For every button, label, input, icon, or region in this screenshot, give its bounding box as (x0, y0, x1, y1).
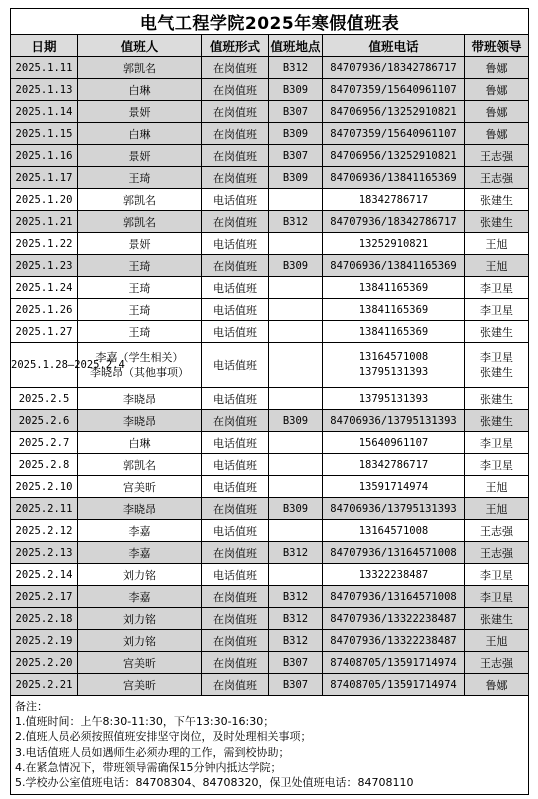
cell-form: 在岗值班 (202, 410, 269, 432)
cell-location: B307 (269, 145, 323, 167)
cell-date: 2025.2.12 (11, 520, 78, 542)
table-row (11, 299, 529, 321)
cell-phone: 13591714974 (323, 476, 465, 498)
cell-form: 在岗值班 (202, 211, 269, 233)
cell-phone: 13795131393 (323, 388, 465, 410)
cell-location: B312 (269, 608, 323, 630)
cell-leader: 李卫星 张建生 (465, 343, 529, 388)
table-row (11, 498, 529, 520)
cell-form: 电话值班 (202, 564, 269, 586)
cell-phone: 13841165369 (323, 321, 465, 343)
cell-date: 2025.1.11 (11, 57, 78, 79)
header-date: 日期 (11, 35, 78, 57)
cell-date: 2025.1.14 (11, 101, 78, 123)
cell-person: 景妍 (78, 101, 202, 123)
cell-date: 2025.2.18 (11, 608, 78, 630)
cell-person: 郭凯名 (78, 57, 202, 79)
cell-leader: 鲁娜 (465, 101, 529, 123)
cell-leader: 王旭 (465, 630, 529, 652)
cell-phone: 13841165369 (323, 277, 465, 299)
cell-phone: 84707936/13322238487 (323, 608, 465, 630)
table-row (11, 123, 529, 145)
cell-leader: 李卫星 (465, 277, 529, 299)
cell-person: 刘力铭 (78, 608, 202, 630)
table-row (11, 233, 529, 255)
cell-form: 在岗值班 (202, 542, 269, 564)
cell-phone: 18342786717 (323, 189, 465, 211)
table-row (11, 255, 529, 277)
notes-heading: 备注： (15, 700, 48, 713)
cell-location: B309 (269, 123, 323, 145)
cell-form: 在岗值班 (202, 255, 269, 277)
cell-date: 2025.2.14 (11, 564, 78, 586)
cell-form: 电话值班 (202, 476, 269, 498)
note-item: 4.在紧急情况下，带班领导需确保15分钟内抵达学院； (15, 760, 282, 774)
cell-date: 2025.2.10 (11, 476, 78, 498)
cell-person: 刘力铭 (78, 630, 202, 652)
cell-person: 王琦 (78, 167, 202, 189)
cell-person: 王琦 (78, 321, 202, 343)
table-row (11, 145, 529, 167)
cell-date: 2025.1.13 (11, 79, 78, 101)
cell-person: 景妍 (78, 233, 202, 255)
cell-leader: 王志强 (465, 542, 529, 564)
cell-location: B312 (269, 57, 323, 79)
cell-date: 2025.1.27 (11, 321, 78, 343)
table-row (11, 432, 529, 454)
table-row (11, 388, 529, 410)
page-title: 电气工程学院2025年寒假值班表 (11, 9, 529, 35)
cell-leader: 张建生 (465, 608, 529, 630)
table-row (11, 564, 529, 586)
cell-leader: 张建生 (465, 388, 529, 410)
duty-schedule-table (10, 8, 529, 795)
cell-leader: 王旭 (465, 255, 529, 277)
cell-person: 景妍 (78, 145, 202, 167)
cell-form: 电话值班 (202, 299, 269, 321)
cell-leader: 王志强 (465, 145, 529, 167)
cell-phone: 84707936/13164571008 (323, 542, 465, 564)
cell-date: 2025.1.17 (11, 167, 78, 189)
cell-phone: 84706936/13841165369 (323, 255, 465, 277)
cell-location (269, 388, 323, 410)
cell-person: 李晓昂 (78, 388, 202, 410)
cell-form: 在岗值班 (202, 652, 269, 674)
cell-date: 2025.2.17 (11, 586, 78, 608)
cell-phone: 13841165369 (323, 299, 465, 321)
table-row (11, 454, 529, 476)
cell-phone: 13252910821 (323, 233, 465, 255)
cell-person: 刘力铭 (78, 564, 202, 586)
cell-leader: 李卫星 (465, 586, 529, 608)
cell-person: 李嘉 (78, 520, 202, 542)
header-location: 值班地点 (269, 35, 323, 57)
cell-leader: 王志强 (465, 520, 529, 542)
cell-form: 在岗值班 (202, 57, 269, 79)
table-row (11, 674, 529, 696)
cell-location: B309 (269, 79, 323, 101)
note-item: 1.值班时间：上午8:30-11:30，下午13:30-16:30； (15, 715, 275, 729)
table-row (11, 167, 529, 189)
cell-location: B309 (269, 255, 323, 277)
cell-date: 2025.1.23 (11, 255, 78, 277)
cell-form: 在岗值班 (202, 674, 269, 696)
cell-form: 电话值班 (202, 520, 269, 542)
cell-phone: 87408705/13591714974 (323, 652, 465, 674)
table-row (11, 189, 529, 211)
cell-form: 电话值班 (202, 343, 269, 388)
notes-cell (11, 696, 529, 795)
cell-leader: 张建生 (465, 211, 529, 233)
table-row (11, 57, 529, 79)
table-row (11, 211, 529, 233)
cell-form: 在岗值班 (202, 79, 269, 101)
cell-date: 2025.1.28–2025.2.4 (11, 343, 78, 388)
cell-phone: 84707359/15640961107 (323, 123, 465, 145)
cell-leader: 鲁娜 (465, 57, 529, 79)
cell-phone: 13164571008 (323, 520, 465, 542)
cell-leader: 王旭 (465, 233, 529, 255)
cell-person: 郭凯名 (78, 189, 202, 211)
table-row (11, 321, 529, 343)
cell-location: B312 (269, 211, 323, 233)
cell-form: 电话值班 (202, 233, 269, 255)
cell-form: 电话值班 (202, 388, 269, 410)
cell-phone: 15640961107 (323, 432, 465, 454)
cell-location (269, 343, 323, 388)
cell-date: 2025.2.6 (11, 410, 78, 432)
cell-leader: 李卫星 (465, 299, 529, 321)
cell-date: 2025.1.26 (11, 299, 78, 321)
table-row (11, 410, 529, 432)
cell-leader: 张建生 (465, 321, 529, 343)
cell-form: 在岗值班 (202, 608, 269, 630)
cell-person: 李晓昂 (78, 498, 202, 520)
cell-phone: 84707359/15640961107 (323, 79, 465, 101)
cell-person: 李晓昂 (78, 410, 202, 432)
cell-location (269, 189, 323, 211)
cell-form: 在岗值班 (202, 498, 269, 520)
cell-phone: 84706936/13795131393 (323, 410, 465, 432)
cell-date: 2025.1.24 (11, 277, 78, 299)
table-row (11, 476, 529, 498)
cell-location (269, 299, 323, 321)
cell-form: 电话值班 (202, 277, 269, 299)
cell-location: B307 (269, 674, 323, 696)
cell-form: 在岗值班 (202, 167, 269, 189)
cell-person: 李嘉 (78, 542, 202, 564)
cell-phone: 13164571008 13795131393 (323, 343, 465, 388)
cell-leader: 鲁娜 (465, 674, 529, 696)
cell-location (269, 454, 323, 476)
cell-location: B307 (269, 101, 323, 123)
cell-person: 白琳 (78, 123, 202, 145)
cell-location: B312 (269, 586, 323, 608)
cell-leader: 王旭 (465, 476, 529, 498)
table-row (11, 542, 529, 564)
cell-phone: 84707936/18342786717 (323, 211, 465, 233)
cell-location (269, 476, 323, 498)
table-row (11, 277, 529, 299)
cell-date: 2025.2.7 (11, 432, 78, 454)
cell-form: 在岗值班 (202, 123, 269, 145)
cell-date: 2025.2.5 (11, 388, 78, 410)
table-row (11, 608, 529, 630)
cell-person: 宫美昕 (78, 652, 202, 674)
cell-location: B309 (269, 167, 323, 189)
cell-phone: 84707936/13164571008 (323, 586, 465, 608)
header-form: 值班形式 (202, 35, 269, 57)
cell-phone: 84707936/18342786717 (323, 57, 465, 79)
cell-leader: 王志强 (465, 167, 529, 189)
table-row (11, 630, 529, 652)
cell-person: 李嘉 (78, 586, 202, 608)
cell-leader: 鲁娜 (465, 79, 529, 101)
cell-date: 2025.2.13 (11, 542, 78, 564)
cell-phone: 84706956/13252910821 (323, 101, 465, 123)
table-row (11, 101, 529, 123)
cell-leader: 张建生 (465, 410, 529, 432)
cell-leader: 李卫星 (465, 564, 529, 586)
cell-date: 2025.2.8 (11, 454, 78, 476)
cell-person: 宫美昕 (78, 674, 202, 696)
cell-location: B309 (269, 410, 323, 432)
cell-location (269, 564, 323, 586)
cell-phone: 87408705/13591714974 (323, 674, 465, 696)
cell-person: 李嘉（学生相关） 李晓昂（其他事项） (78, 343, 202, 388)
cell-form: 在岗值班 (202, 145, 269, 167)
cell-date: 2025.2.20 (11, 652, 78, 674)
cell-leader: 鲁娜 (465, 123, 529, 145)
cell-person: 宫美昕 (78, 476, 202, 498)
cell-person: 王琦 (78, 299, 202, 321)
cell-date: 2025.1.20 (11, 189, 78, 211)
cell-phone: 84706956/13252910821 (323, 145, 465, 167)
cell-form: 电话值班 (202, 454, 269, 476)
cell-form: 在岗值班 (202, 630, 269, 652)
duty-schedule-sheet (10, 8, 528, 795)
cell-leader: 王志强 (465, 652, 529, 674)
cell-location (269, 520, 323, 542)
cell-location (269, 321, 323, 343)
cell-date: 2025.2.11 (11, 498, 78, 520)
cell-leader: 王旭 (465, 498, 529, 520)
table-row (11, 520, 529, 542)
cell-phone: 18342786717 (323, 454, 465, 476)
cell-form: 在岗值班 (202, 101, 269, 123)
cell-phone: 84706936/13841165369 (323, 167, 465, 189)
header-leader: 带班领导 (465, 35, 529, 57)
cell-location (269, 432, 323, 454)
cell-location: B312 (269, 542, 323, 564)
cell-date: 2025.2.19 (11, 630, 78, 652)
cell-leader: 李卫星 (465, 454, 529, 476)
note-item: 3.电话值班人员如遇师生必须办理的工作，需到校协助； (15, 745, 290, 759)
cell-date: 2025.1.22 (11, 233, 78, 255)
cell-location: B312 (269, 630, 323, 652)
note-item: 5.学校办公室值班电话：84708304、84708320，保卫处值班电话：84708110 (15, 776, 414, 790)
cell-person: 白琳 (78, 432, 202, 454)
cell-person: 王琦 (78, 255, 202, 277)
cell-location: B307 (269, 652, 323, 674)
cell-person: 白琳 (78, 79, 202, 101)
cell-person: 王琦 (78, 277, 202, 299)
cell-phone: 84706936/13795131393 (323, 498, 465, 520)
cell-person: 郭凯名 (78, 211, 202, 233)
cell-phone: 13322238487 (323, 564, 465, 586)
cell-form: 电话值班 (202, 432, 269, 454)
table-row (11, 586, 529, 608)
cell-date: 2025.1.16 (11, 145, 78, 167)
table-row (11, 343, 529, 388)
table-row (11, 79, 529, 101)
cell-form: 电话值班 (202, 189, 269, 211)
cell-date: 2025.2.21 (11, 674, 78, 696)
cell-person: 郭凯名 (78, 454, 202, 476)
cell-form: 在岗值班 (202, 586, 269, 608)
cell-location: B309 (269, 498, 323, 520)
cell-date: 2025.1.21 (11, 211, 78, 233)
cell-leader: 李卫星 (465, 432, 529, 454)
table-row (11, 652, 529, 674)
cell-date: 2025.1.15 (11, 123, 78, 145)
cell-location (269, 277, 323, 299)
cell-form: 电话值班 (202, 321, 269, 343)
note-item: 2.值班人员必须按照值班安排坚守岗位，及时处理相关事项； (15, 730, 312, 744)
header-phone: 值班电话 (323, 35, 465, 57)
cell-phone: 84707936/13322238487 (323, 630, 465, 652)
header-person: 值班人 (78, 35, 202, 57)
cell-location (269, 233, 323, 255)
cell-leader: 张建生 (465, 189, 529, 211)
